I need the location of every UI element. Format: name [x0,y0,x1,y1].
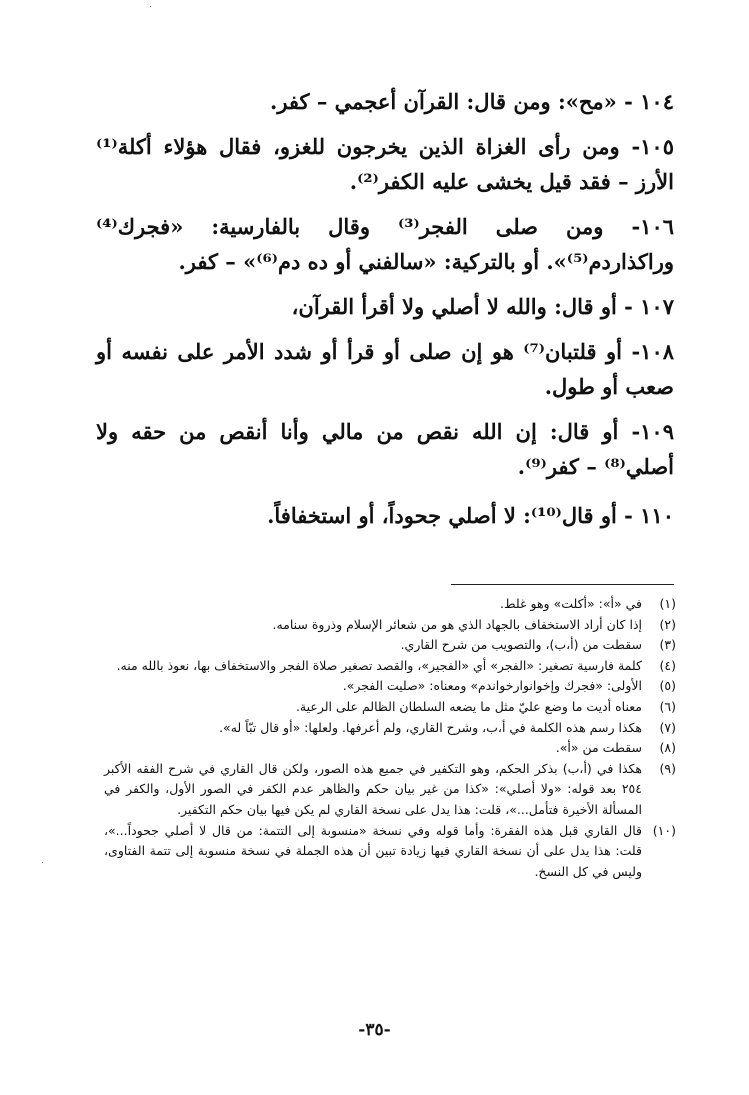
footnote-5 [104,676,676,697]
footnote-4 [104,656,676,677]
footnote-number: (٦) [659,698,676,714]
entry-106 [96,209,674,279]
footnote-6 [104,697,676,718]
footnote-text: هكذا رسم هذه الكلمة في أ،ب، وشرح القاري، ولم أعرفها. ولعلها: «أو قال تبّاً له». [219,719,642,735]
entry-number: ١١٠ - [624,503,674,528]
entry-number: ١٠٦- [631,214,675,239]
footnote-text: إذا كان أراد الاستخفاف بالجهاد الذي هو من شعائر الإسلام وذروة سنامه. [272,616,642,632]
footnote-text: معناه أديت ما وضع عليّ مثل ما يضعه السلطان الظالم على الرعية. [295,698,642,714]
scan-speck [42,862,43,863]
footnote-number: (١) [659,596,676,611]
entry-number: ١٠٥- [631,134,674,159]
footnote-number: (٥) [659,678,676,694]
entry-text: ومن صلى الفجر⁽³⁾ وقال بالفارسية: «فجرك⁽⁴⁾ وراكذاردم⁽⁵⁾». أو بالتركية: «سالفني أو ده دم⁽⁶⁾» – كفر. [96,214,674,274]
footnote-text: سقطت من (أ،ب)، والتصويب من شرح القاري. [400,637,642,653]
entry-104 [96,84,674,119]
footnote-2 [104,615,676,636]
entry-105 [96,129,674,199]
entry-text: «مح»: ومن قال: القرآن أعجمي – كفر. [270,89,617,114]
entry-110 [96,498,674,533]
footnote-number: (٣) [659,637,676,653]
entry-text: أو قال⁽¹⁰⁾: لا أصلي جحوداً، أو استخفافاً. [267,503,617,528]
footnote-9 [104,759,676,821]
footnote-text: قال القاري قبل هذه الفقرة: وأما قوله وفي نسخة «منسوبة إلى التتمة: من قال لا أصلي جحوداً...»، قلت: هذا يدل على أن نسخة القاري فيها زيادة تبين أن هذه الجملة في نسخة منسوبة إلى تتمة الفتاوى، وليس في كل النسخ. [104,822,642,879]
footnote-text: كلمة فارسية تصغير: «الفجر» أي «الفجير»، والقصد تصغير صلاة الفجر والاستخفاف بها، نعوذ بالله منه. [116,657,642,673]
footnote-number: (٢) [659,616,676,632]
entry-number: ١٠٧ - [624,294,674,319]
footnote-number: (٧) [659,719,676,735]
entry-text: أو قال: إن الله نقص من مالي وأنا أنقص من حقه ولا أصلي⁽⁸⁾ – كفر⁽⁹⁾. [96,419,674,479]
footnotes [104,594,676,882]
entry-107 [96,289,674,324]
entry-text: أو قال: والله لا أصلي ولا أقرأ القرآن، [291,294,617,319]
footnote-3 [104,635,676,656]
footnote-1 [104,594,676,615]
footnote-text: سقطت من «أ». [555,740,642,756]
footnote-text: الأولى: «فجرك وإخوانوارخواندم» ومعناه: «صليت الفجر». [342,678,642,694]
scan-speck [150,6,151,7]
footnote-number: (١٠) [652,822,676,838]
footnote-8 [104,738,676,759]
entry-108 [96,334,674,404]
entry-number: ١٠٩- [631,419,674,444]
entry-text: أو قلتبان⁽⁷⁾ هو إن صلى أو قرأ أو شدد الأمر على نفسه أو صعب أو طول. [96,339,674,399]
footnote-number: (٨) [659,740,676,756]
entry-text: ومن رأى الغزاة الذين يخرجون للغزو، فقال هؤلاء أكلة⁽¹⁾ الأرز – فقد قيل يخشى عليه الكفر⁽²⁾. [96,134,674,194]
entry-number: ١٠٤ - [624,89,674,114]
entry-109 [96,414,674,484]
page-number: -٣٥- [358,1020,391,1040]
entry-number: ١٠٨- [631,339,675,364]
footnote-10 [104,821,676,883]
footnote-text: هكذا في (أ،ب) بذكر الحكم، وهو التكفير في جميع هذه الصور، ولكن قال القاري في شرح الفقه الأكبر ٢٥٤ بعد قوله: «ولا أصلي»: «كذا من غير بيان حكم والظاهر عدم الكفر في الصور الأول، والكفر في المسألة الأخيرة فتأمل...»، قلت: هذا يدل على نسخة القاري لم يكن فيها بيان حكم التكفير. [104,760,642,817]
footnote-7 [104,718,676,739]
footnote-text: في «أ»: «أكلت» وهو غلط. [500,596,642,611]
main-text [96,84,674,543]
footnote-number: (٩) [659,760,676,776]
footnote-number: (٤) [659,657,676,673]
footnote-divider [451,584,674,585]
